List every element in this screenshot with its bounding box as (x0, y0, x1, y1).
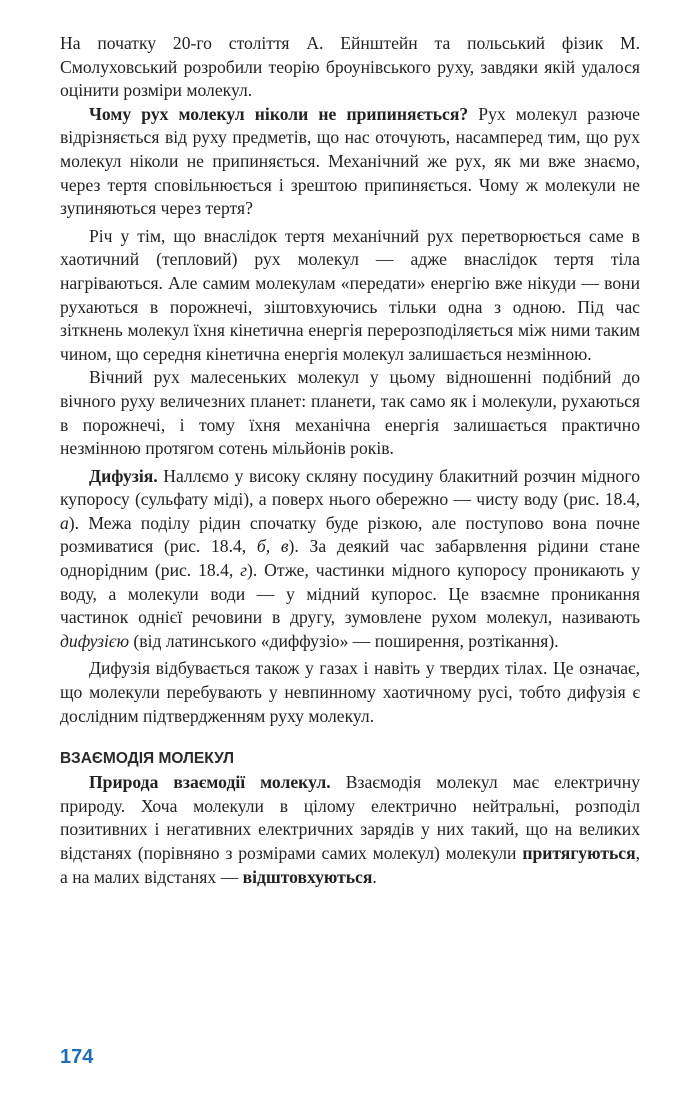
page-number: 174 (60, 1046, 94, 1068)
section-heading: ВЗАЄМОДІЯ МОЛЕКУЛ (60, 750, 235, 768)
paragraph-title: Чому рух молекул ніколи не припиняється? (89, 103, 469, 124)
paragraph-title: Природа взаємодії молекул. (89, 772, 331, 793)
paragraph-interaction-nature: Природа взаємодії молекул. Взаємодія молекул має електричну природу. Хоча молекули в цілому електрично нейтральні, розподіл позитивних і негативних електричних зарядів у них такий, що на великих відстанях (порівняно з розмірами самих молекул) молекули притягуються, а на малих відстанях — відштовхуються. (60, 772, 640, 887)
paragraph-why-never-stops: Чому рух молекул ніколи не припиняється? Рух молекул разюче відрізняється від руху предметів, що нас оточують, насамперед тим, що рух молекул ніколи не припиняється. Механічний же рух, як ми вже знаємо, через тертя сповільнюється і зрештою припиняється. Чому ж молекули не зупиняються через тертя? (60, 103, 640, 219)
paragraph-einstein: На початку 20-го століття А. Ейнштейн та польський фізик М. Смолуховський розробили теорію броунівського руху, завдяки якій удалося оцінити розміри молекул. (60, 33, 640, 101)
paragraph-planets: Вічний рух малесеньких молекул у цьому відношенні подібний до вічного руху величезних планет: планети, так само як і молекули, рухаються в порожнечі, і тому їхня механічна енергія залишається практично незмінною протягом сотень мільйонів років. (60, 367, 640, 459)
paragraph-title: Дифузія. (89, 465, 158, 486)
main-text (60, 32, 640, 889)
paragraph-friction: Річ у тім, що внаслідок тертя механічний рух перетворюється саме в хаотичний (тепловий) рух молекул — адже внаслідок тертя тіла нагріваються. Але самим молекулам «передати» енергію вже нікуди — вони рухаються в порожнечі, зіштовхуючись тільки одна з одною. Під час зіткнень молекул їхня кінетична енергія перерозподіляється між ними таким чином, що середня кінетична енергія молекул залишається незмінною. (60, 225, 640, 364)
term-diffusion: дифузією (60, 630, 130, 651)
paragraph-diffusion-gases: Дифузія відбувається також у газах і навіть у твердих тілах. Це означає, що молекули перебувають у невпинному хаотичному русі, тобто дифузія є дослідним підтвердженням руху молекул. (60, 658, 640, 726)
paragraph-diffusion: Дифузія. Наллємо у високу скляну посудину блакитний розчин мідного купоросу (сульфату міді), а поверх нього обережно — чисту воду (рис. 18.4, а). Межа поділу рідин спочатку буде різкою, але поступово вона почне розмиватися (рис. 18.4, б, в). За деякий час забарвлення рідини стане однорідним (рис. 18.4, г). Отже, частинки мідного купоросу проникають у воду, а молекули води — у мідний купорос. Це взаємне проникання частинок однієї речовини в другу, зумовлене рухом молекул, називають дифузією (від латинського «диффузіо» — поширення, розтікання). (60, 465, 641, 651)
